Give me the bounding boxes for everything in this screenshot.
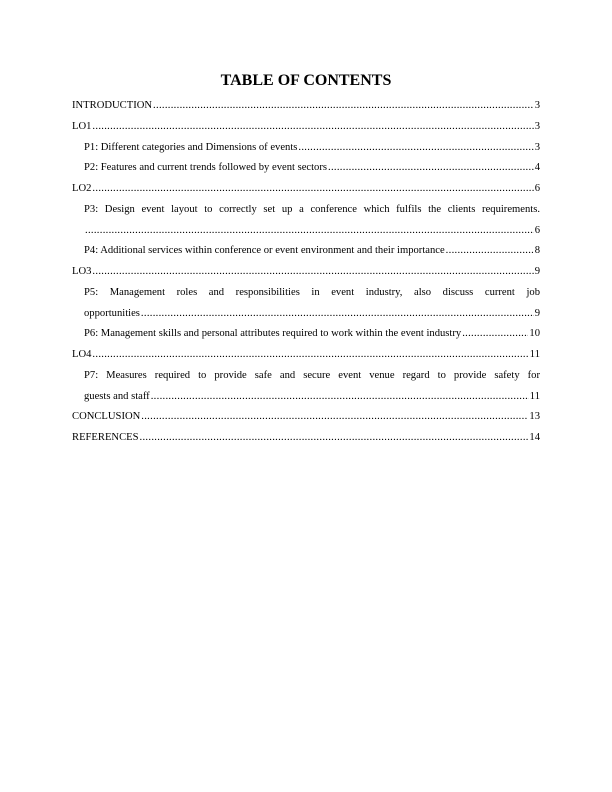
toc-entry-page: 14 — [529, 432, 540, 443]
toc-entry-page: 3 — [534, 120, 540, 132]
toc-entry-p1[interactable] — [72, 138, 540, 159]
toc-entry-lo4[interactable] — [72, 345, 540, 366]
toc-entry-label: LO2 — [72, 183, 92, 194]
toc-entry-label-line1: P3: Design event layout to correctly set up a conference which fulfils the clients requirements. — [84, 203, 540, 215]
toc-entry-label: P4: Additional services within conference or event environment and their importance — [84, 245, 445, 257]
toc-entry-label-line1: P5: Management roles and responsibilities in event industry, also discuss current job — [84, 286, 540, 298]
toc-entry-label: P1: Different categories and Dimensions of events — [84, 141, 298, 153]
toc-entry-label-line2: opportunities — [84, 307, 140, 319]
toc-entry-label: REFERENCES — [72, 432, 139, 443]
toc-entry-page: 3 — [534, 100, 540, 111]
toc-entry-page: 4 — [534, 162, 540, 174]
dot-leader — [298, 138, 533, 159]
toc-entry-page: 11 — [529, 349, 540, 360]
toc-entry-p3[interactable] — [72, 200, 540, 242]
toc-entry-label: P2: Features and current trends followed by event sectors — [84, 162, 327, 174]
toc-entry-page: 11 — [529, 390, 540, 402]
toc-title: TABLE OF CONTENTS — [220, 72, 392, 89]
dot-leader — [92, 179, 533, 200]
dot-leader — [92, 345, 528, 366]
toc-entry-label: LO1 — [72, 120, 92, 132]
dot-leader — [141, 407, 528, 428]
toc-entry-p2[interactable] — [72, 158, 540, 179]
toc-entry-label: INTRODUCTION — [72, 100, 153, 111]
toc-entry-label: LO3 — [72, 266, 92, 277]
toc-entry-page: 9 — [534, 307, 540, 319]
toc-entry-label-line2: guests and staff — [84, 390, 150, 402]
table-of-contents — [72, 96, 540, 449]
toc-entry-page: 13 — [529, 411, 540, 423]
toc-entry-p5[interactable] — [72, 283, 540, 325]
toc-entry-page: 6 — [534, 183, 540, 194]
toc-entry-lo2[interactable] — [72, 179, 540, 200]
toc-entry-lo3[interactable] — [72, 262, 540, 283]
toc-entry-label: P6: Management skills and personal attributes required to work within the event industry — [84, 328, 462, 340]
dot-leader — [92, 262, 533, 283]
dot-leader — [153, 96, 534, 117]
toc-entry-p6[interactable] — [72, 324, 540, 345]
toc-entry-label-line1: P7: Measures required to provide safe and secure event venue regard to provide safety for — [84, 369, 540, 381]
dot-leader — [151, 387, 529, 408]
dot-leader — [328, 158, 534, 179]
toc-entry-page: 6 — [534, 224, 540, 236]
dot-leader — [141, 304, 534, 325]
toc-entry-page: 9 — [534, 266, 540, 277]
dot-leader — [85, 221, 534, 242]
dot-leader — [446, 241, 534, 262]
toc-entry-introduction[interactable] — [72, 96, 540, 117]
toc-entry-page: 10 — [529, 328, 540, 340]
toc-entry-label: CONCLUSION — [72, 411, 141, 423]
toc-entry-page: 8 — [534, 245, 540, 257]
toc-entry-lo1[interactable] — [72, 117, 540, 138]
dot-leader — [92, 117, 533, 138]
toc-entry-p4[interactable] — [72, 241, 540, 262]
toc-entry-label: LO4 — [72, 349, 92, 360]
toc-entry-references[interactable] — [72, 428, 540, 449]
toc-entry-p7[interactable] — [72, 366, 540, 408]
toc-entry-conclusion[interactable] — [72, 407, 540, 428]
toc-entry-page: 3 — [534, 141, 540, 153]
dot-leader — [462, 324, 528, 345]
dot-leader — [140, 428, 529, 449]
